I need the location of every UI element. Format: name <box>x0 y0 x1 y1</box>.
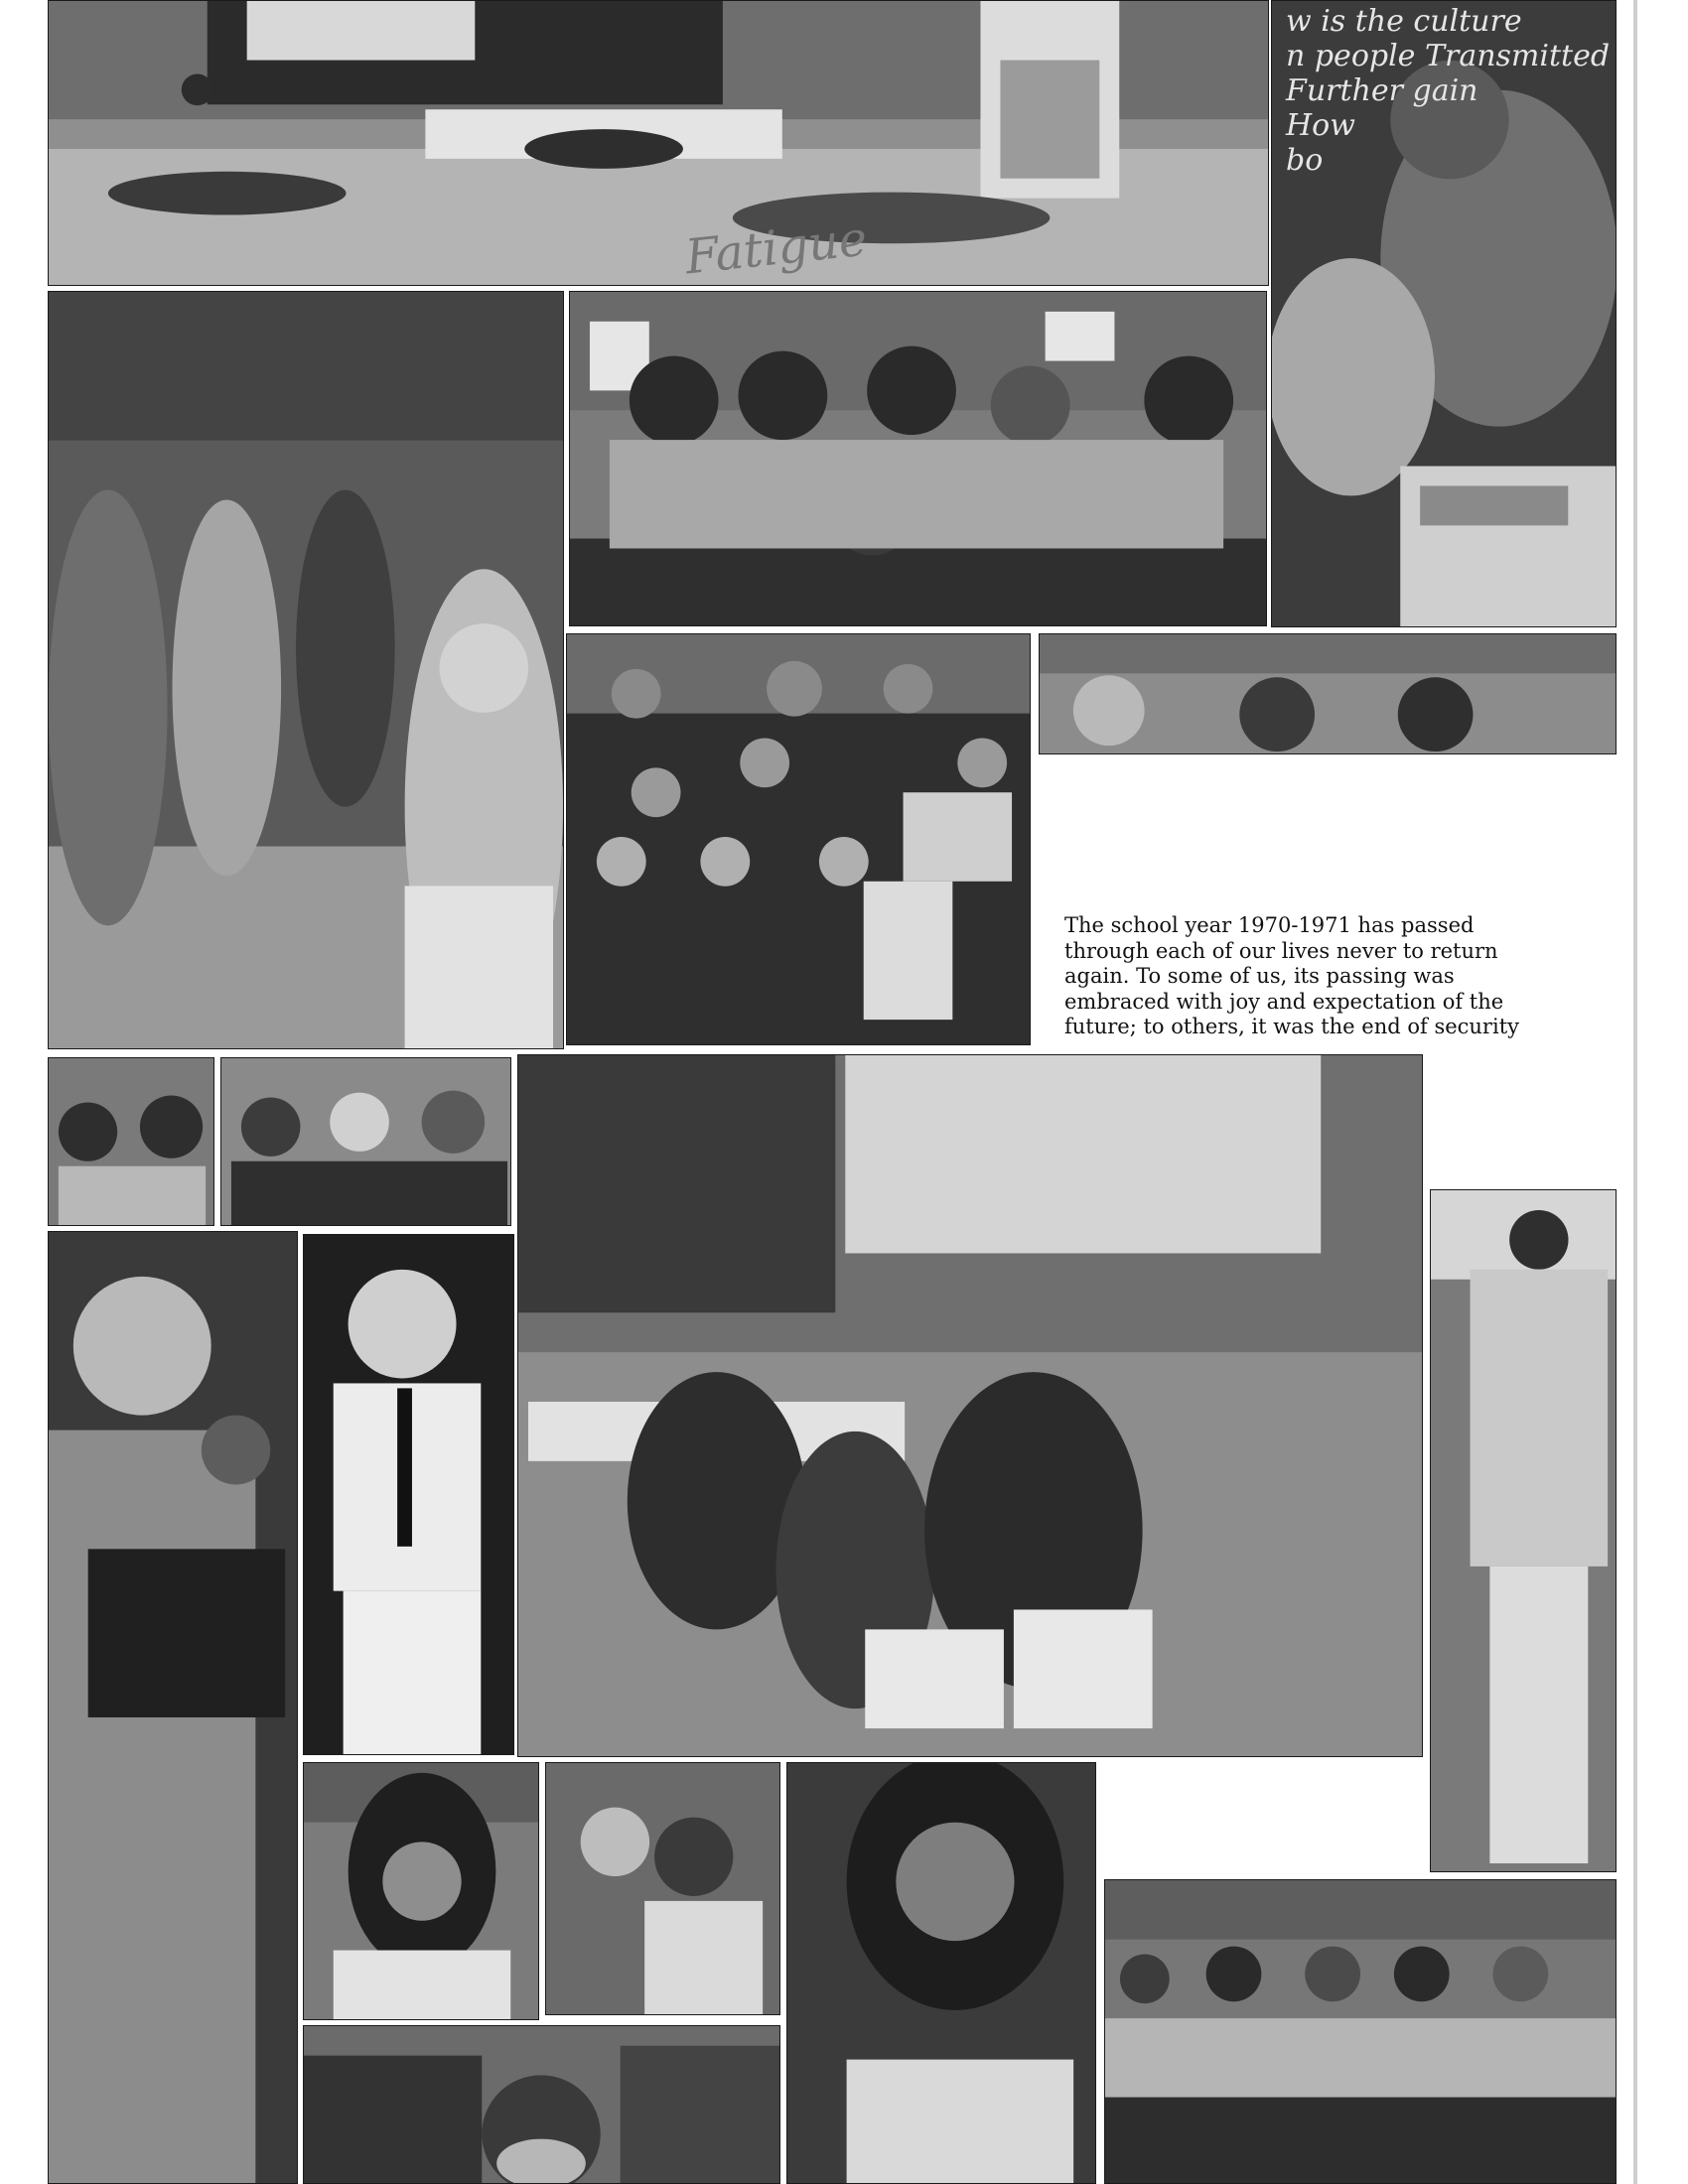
photo-girl-typewriter <box>786 1762 1096 2184</box>
photo-library-glasses <box>303 2025 780 2184</box>
photo-woman-clipboard <box>48 1231 298 2184</box>
photo-three-girls-smiling <box>220 1057 511 1226</box>
photo-five-girls <box>569 291 1267 626</box>
photo-library-study <box>517 1054 1423 1757</box>
photo-boy-standing <box>1430 1189 1617 1872</box>
photo-girl-surprised <box>303 1762 539 2020</box>
photo-girls-seated-row <box>1104 1879 1617 2184</box>
photo-boys-talking <box>545 1762 780 2015</box>
photo-gym-fatigue <box>48 0 1269 286</box>
photo-group-boys <box>566 633 1031 1045</box>
handwritten-caption: Fatigue <box>682 210 870 286</box>
body-text: The school year 1970-1971 has passed through each of our lives never to return again. To some of us, its passing was embraced with joy and expectation of the future; to others, it was the end of security <box>1064 913 1519 1038</box>
photo-two-girls <box>48 1057 214 1226</box>
photo-three-boys <box>1039 633 1617 754</box>
page-spine-edge <box>1633 0 1637 2184</box>
photo-hallway-crowd <box>48 291 564 1049</box>
chalkboard-text: w is the culture n people Transmitted Further gain How bo <box>1286 4 1611 178</box>
photo-boy-tie <box>303 1234 514 1755</box>
